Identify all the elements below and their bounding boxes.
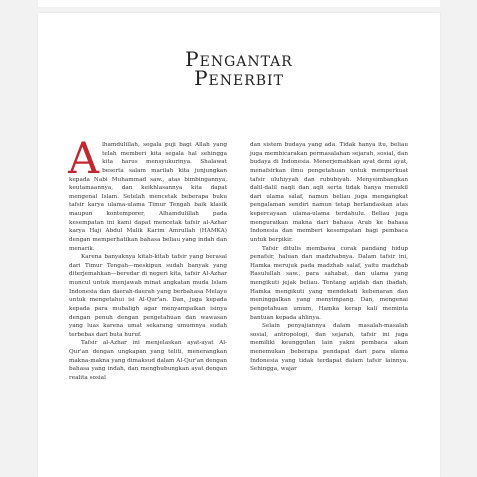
left-text-column	[68, 134, 227, 383]
paragraph: Selain penyajiannya dalam masalah-masalah sosial, antropologi, dan sejarah, tafsir ini juga memiliki keunggulan lain yakni pembaca akan menemukan beberapa pendapat dari para ulama Indonesia yang tidak terdapat dalam tafsir lainnya. Sehingga, wajar	[250, 323, 408, 373]
paragraph: Tafsir ditulis membawa corak pandang hidup penafsir, haluan dan madzhabnya. Dalam tafsir ini, Hamka merujuk pada madzhab salaf, yaitu madzhab Rasulullah saw., para sahabat, dan ulama yang mengikuti jejak beliau. Tentang aqidah dan ibadah, Hamka mengikuti yang mendekati kebenaran dan meninggalkan yang menyimpang. Dan, mengenai pengetahuan umum, Hamka kerap kali meminta bantuan kepada ahlinya.	[250, 245, 408, 321]
paragraph: dan sistem budaya yang ada. Tidak hanya itu, beliau juga membicarakan permasalahan sejarah, sosial, dan budaya di Indonesia. Menerjemahkan ayat demi ayat, menafsirkan ilmu pengetahuan untuk memperkuat tafsir uluhiyyah dan rububiyah. Menyeimbangkan dalil-dalil naqli dan aqli serta tidak hanya menukil dari ulama salaf, namun beliau juga mengangkat pengalaman sendiri namun tetap berlandaskan atas kepercayaan ulama-ulama terdahulu. Beliau juga menguraikan makna dari bahasa Arab ke bahasa Indonesia dan memberi kesempatan bagi pembaca untuk berpikir.	[250, 142, 408, 243]
drop-cap: A	[68, 134, 100, 184]
paragraph: Karena banyaknya kitab-kitab tafsir yang berasal dari Timur Tengah—meskipun sudah banyak yang diterjemahkan—beredar di negeri kita, tafsir Al-Azhar muncul untuk menjawab minat angkatan muda Islam Indonesia dan daerah-daerah yang berbahasa Melayu untuk mengetahui isi Al-Qur'an. Dan, juga kepada kepada para mubaligh agar menyampaikan isinya dengan penuh dengan pengetahuan dan wawasan yang luas karena umat sekarang umumnya sudah terbebas dari buta huruf.	[69, 254, 227, 338]
paragraph: Tafsir al-Azhar ini menjelaskan ayat-ayat Al-Qur'an dengan ungkapan yang teliti, menerangkan makna-makna yang dimaksud dalam Al-Qur'an dengan bahasa yang indah, dan menghubungkan ayat dengan realita sosial	[69, 340, 227, 381]
right-text-column	[250, 141, 408, 374]
book-page	[38, 13, 440, 477]
paragraph-text: lhamdulillah, segala puji bagi Allah yang telah memberi kita segala hal sehingga kita harus mensyukurinya. Shalawat beserta salam marilah kita junjungkan kepada Nabi Muhammad saw., atas bimbingannya, keutamaannya, dan keikhlasannya kita dapat mengenal Islam. Setelah mencetak beberapa buku tafsir karya ulama-ulama Timur Tengah baik klasik maupun kontemporer, Alhamdulillah pada kesempatan ini kami dapat mencetak tafsir al-Azhar karya Haji Abdul Malik Karim Amrullah (HAMKA) dengan memperhatikan bahasa beliau yang indah dan menarik.	[69, 142, 227, 252]
page-title-line-1: Pengantar	[185, 47, 293, 71]
paragraph	[68, 134, 227, 253]
page-title-line-2: Penerbit	[194, 66, 284, 90]
previous-page-edge	[38, 0, 440, 7]
